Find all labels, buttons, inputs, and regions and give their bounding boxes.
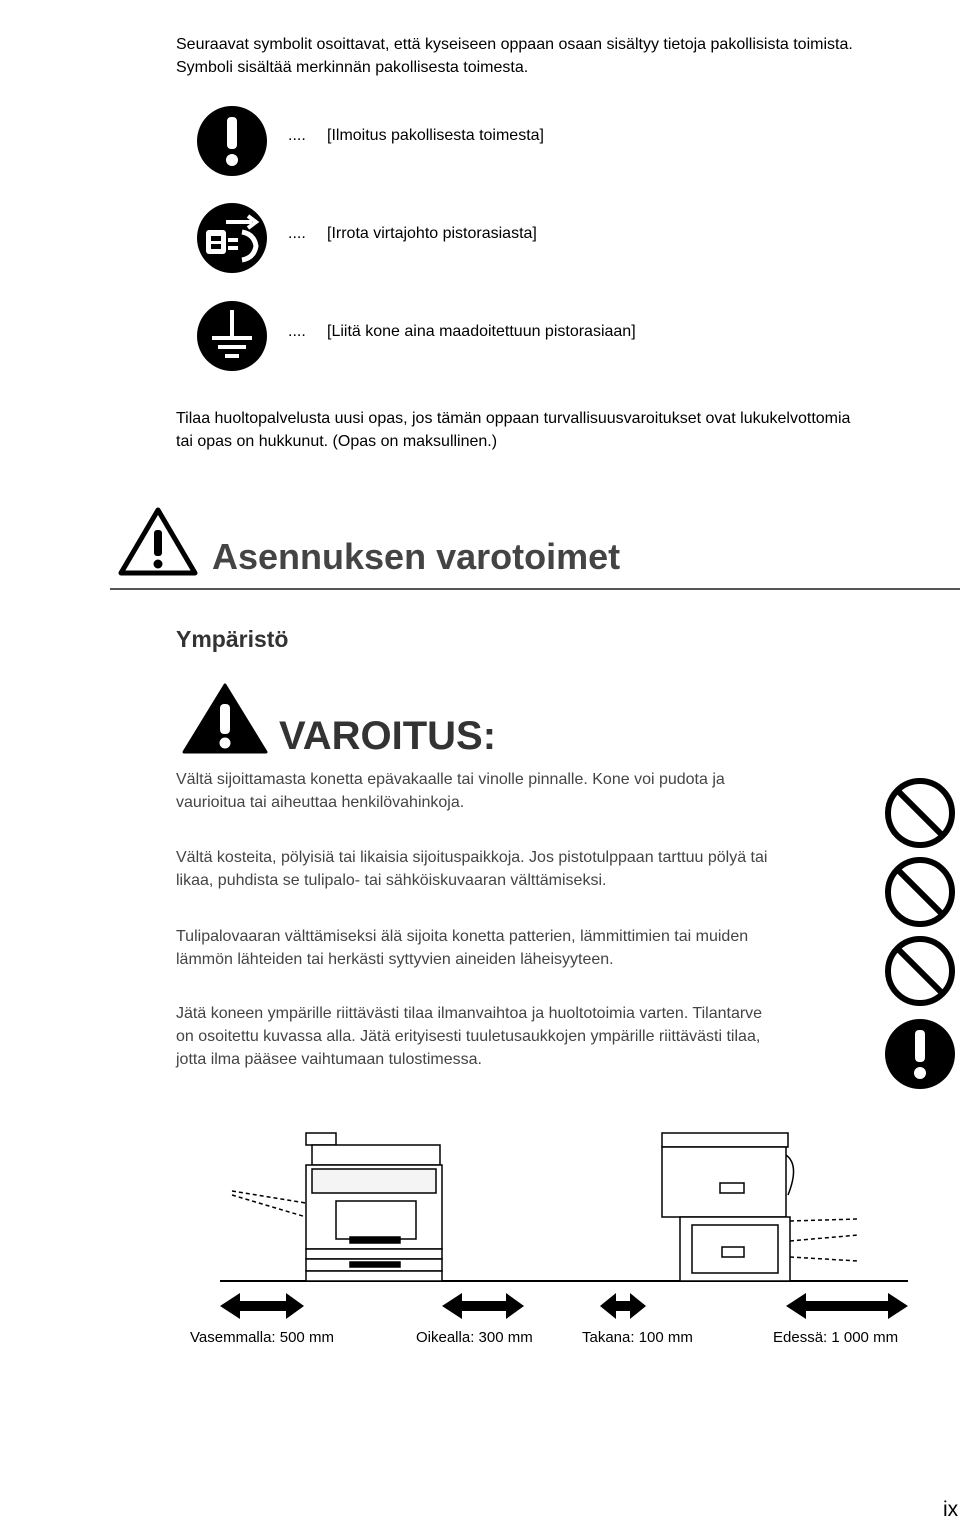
warning-text: vaurioitua tai aiheuttaa henkilövahinkoja. xyxy=(176,794,465,811)
symbol-dots: .... xyxy=(288,127,306,144)
printer-side-view xyxy=(662,1133,858,1281)
warning-title: VAROITUS: xyxy=(279,714,497,758)
printer-front-view xyxy=(232,1133,442,1281)
exclamation-icon xyxy=(196,105,268,177)
warning-text: on osoitettu kuvassa alla. Jätä erityisesti tuuletusaukkojen ympärille riittävästi tilaa, xyxy=(176,1028,761,1045)
warning-text: Tulipalovaaran välttämiseksi älä sijoita konetta patterien, lämmittimien tai muiden xyxy=(176,928,749,945)
intro-paragraph xyxy=(176,33,853,79)
symbol-label-mandatory: [Ilmoitus pakollisesta toimesta] xyxy=(327,127,544,144)
left-clearance-arrow xyxy=(220,1293,304,1319)
symbol-dots: .... xyxy=(288,225,306,242)
front-clearance-arrow xyxy=(786,1293,908,1319)
warning-text: Jätä koneen ympärille riittävästi tilaa ilmanvaihtoa ja huoltotoimia varten. Tilantarve xyxy=(176,1005,763,1022)
page-number: ix xyxy=(943,1498,959,1521)
symbol-label-unplug: [Irrota virtajohto pistorasiasta] xyxy=(327,225,537,242)
manual-note-line-1: Tilaa huoltopalvelusta uusi opas, jos tämän oppaan turvallisuusvaroitukset ovat lukukelvottomia xyxy=(176,410,851,427)
back-clearance-arrow xyxy=(600,1293,646,1319)
subsection-title: Ympäristö xyxy=(176,626,289,652)
warning-item xyxy=(176,846,767,892)
warning-text: jotta ilma pääsee vaihtumaan tulostimessa. xyxy=(176,1051,482,1068)
unplug-icon xyxy=(196,202,268,274)
intro-line-1: Seuraavat symbolit osoittavat, että kyseiseen oppaan osaan sisältyy tietoja pakollisista toimista. xyxy=(176,36,853,53)
warning-triangle-outline-icon xyxy=(118,506,198,576)
warning-item xyxy=(176,1002,762,1071)
prohibition-icon xyxy=(884,777,956,849)
prohibition-icon xyxy=(884,935,956,1007)
exclamation-circle-icon xyxy=(884,1018,956,1090)
warning-text: lämmön lähteiden tai herkästi syttyvien aineiden läheisyyteen. xyxy=(176,951,614,968)
warning-triangle-icon xyxy=(182,682,268,754)
clearance-diagram xyxy=(0,1125,960,1325)
warning-text: Vältä sijoittamasta konetta epävakaalle tai vinolle pinnalle. Kone voi pudota ja xyxy=(176,771,725,788)
symbol-dots: .... xyxy=(288,323,306,340)
right-clearance-arrow xyxy=(442,1293,524,1319)
clearance-arrows xyxy=(220,1293,908,1319)
intro-line-2: Symboli sisältää merkinnän pakollisesta toimesta. xyxy=(176,59,529,76)
manual-note xyxy=(176,407,850,453)
warning-item xyxy=(176,768,725,814)
clearance-label-left: Vasemmalla: 500 mm xyxy=(190,1329,334,1346)
warning-text: Vältä kosteita, pölyisiä tai likaisia sijoituspaikkoja. Jos pistotulppaan tarttuu pölyä tai xyxy=(176,849,768,866)
manual-note-line-2: tai opas on hukkunut. (Opas on maksullinen.) xyxy=(176,433,498,450)
symbol-label-ground: [Liitä kone aina maadoitettuun pistorasiaan] xyxy=(327,323,636,340)
clearance-label-front: Edessä: 1 000 mm xyxy=(773,1329,899,1346)
clearance-label-right: Oikealla: 300 mm xyxy=(416,1329,533,1346)
section-divider xyxy=(110,588,960,590)
prohibition-icon xyxy=(884,856,956,928)
clearance-label-back: Takana: 100 mm xyxy=(582,1329,693,1346)
section-title: Asennuksen varotoimet xyxy=(212,536,621,577)
ground-icon xyxy=(196,300,268,372)
warning-text: likaa, puhdista se tulipalo- tai sähköiskuvaaran välttämiseksi. xyxy=(176,872,607,889)
warning-item xyxy=(176,925,748,971)
